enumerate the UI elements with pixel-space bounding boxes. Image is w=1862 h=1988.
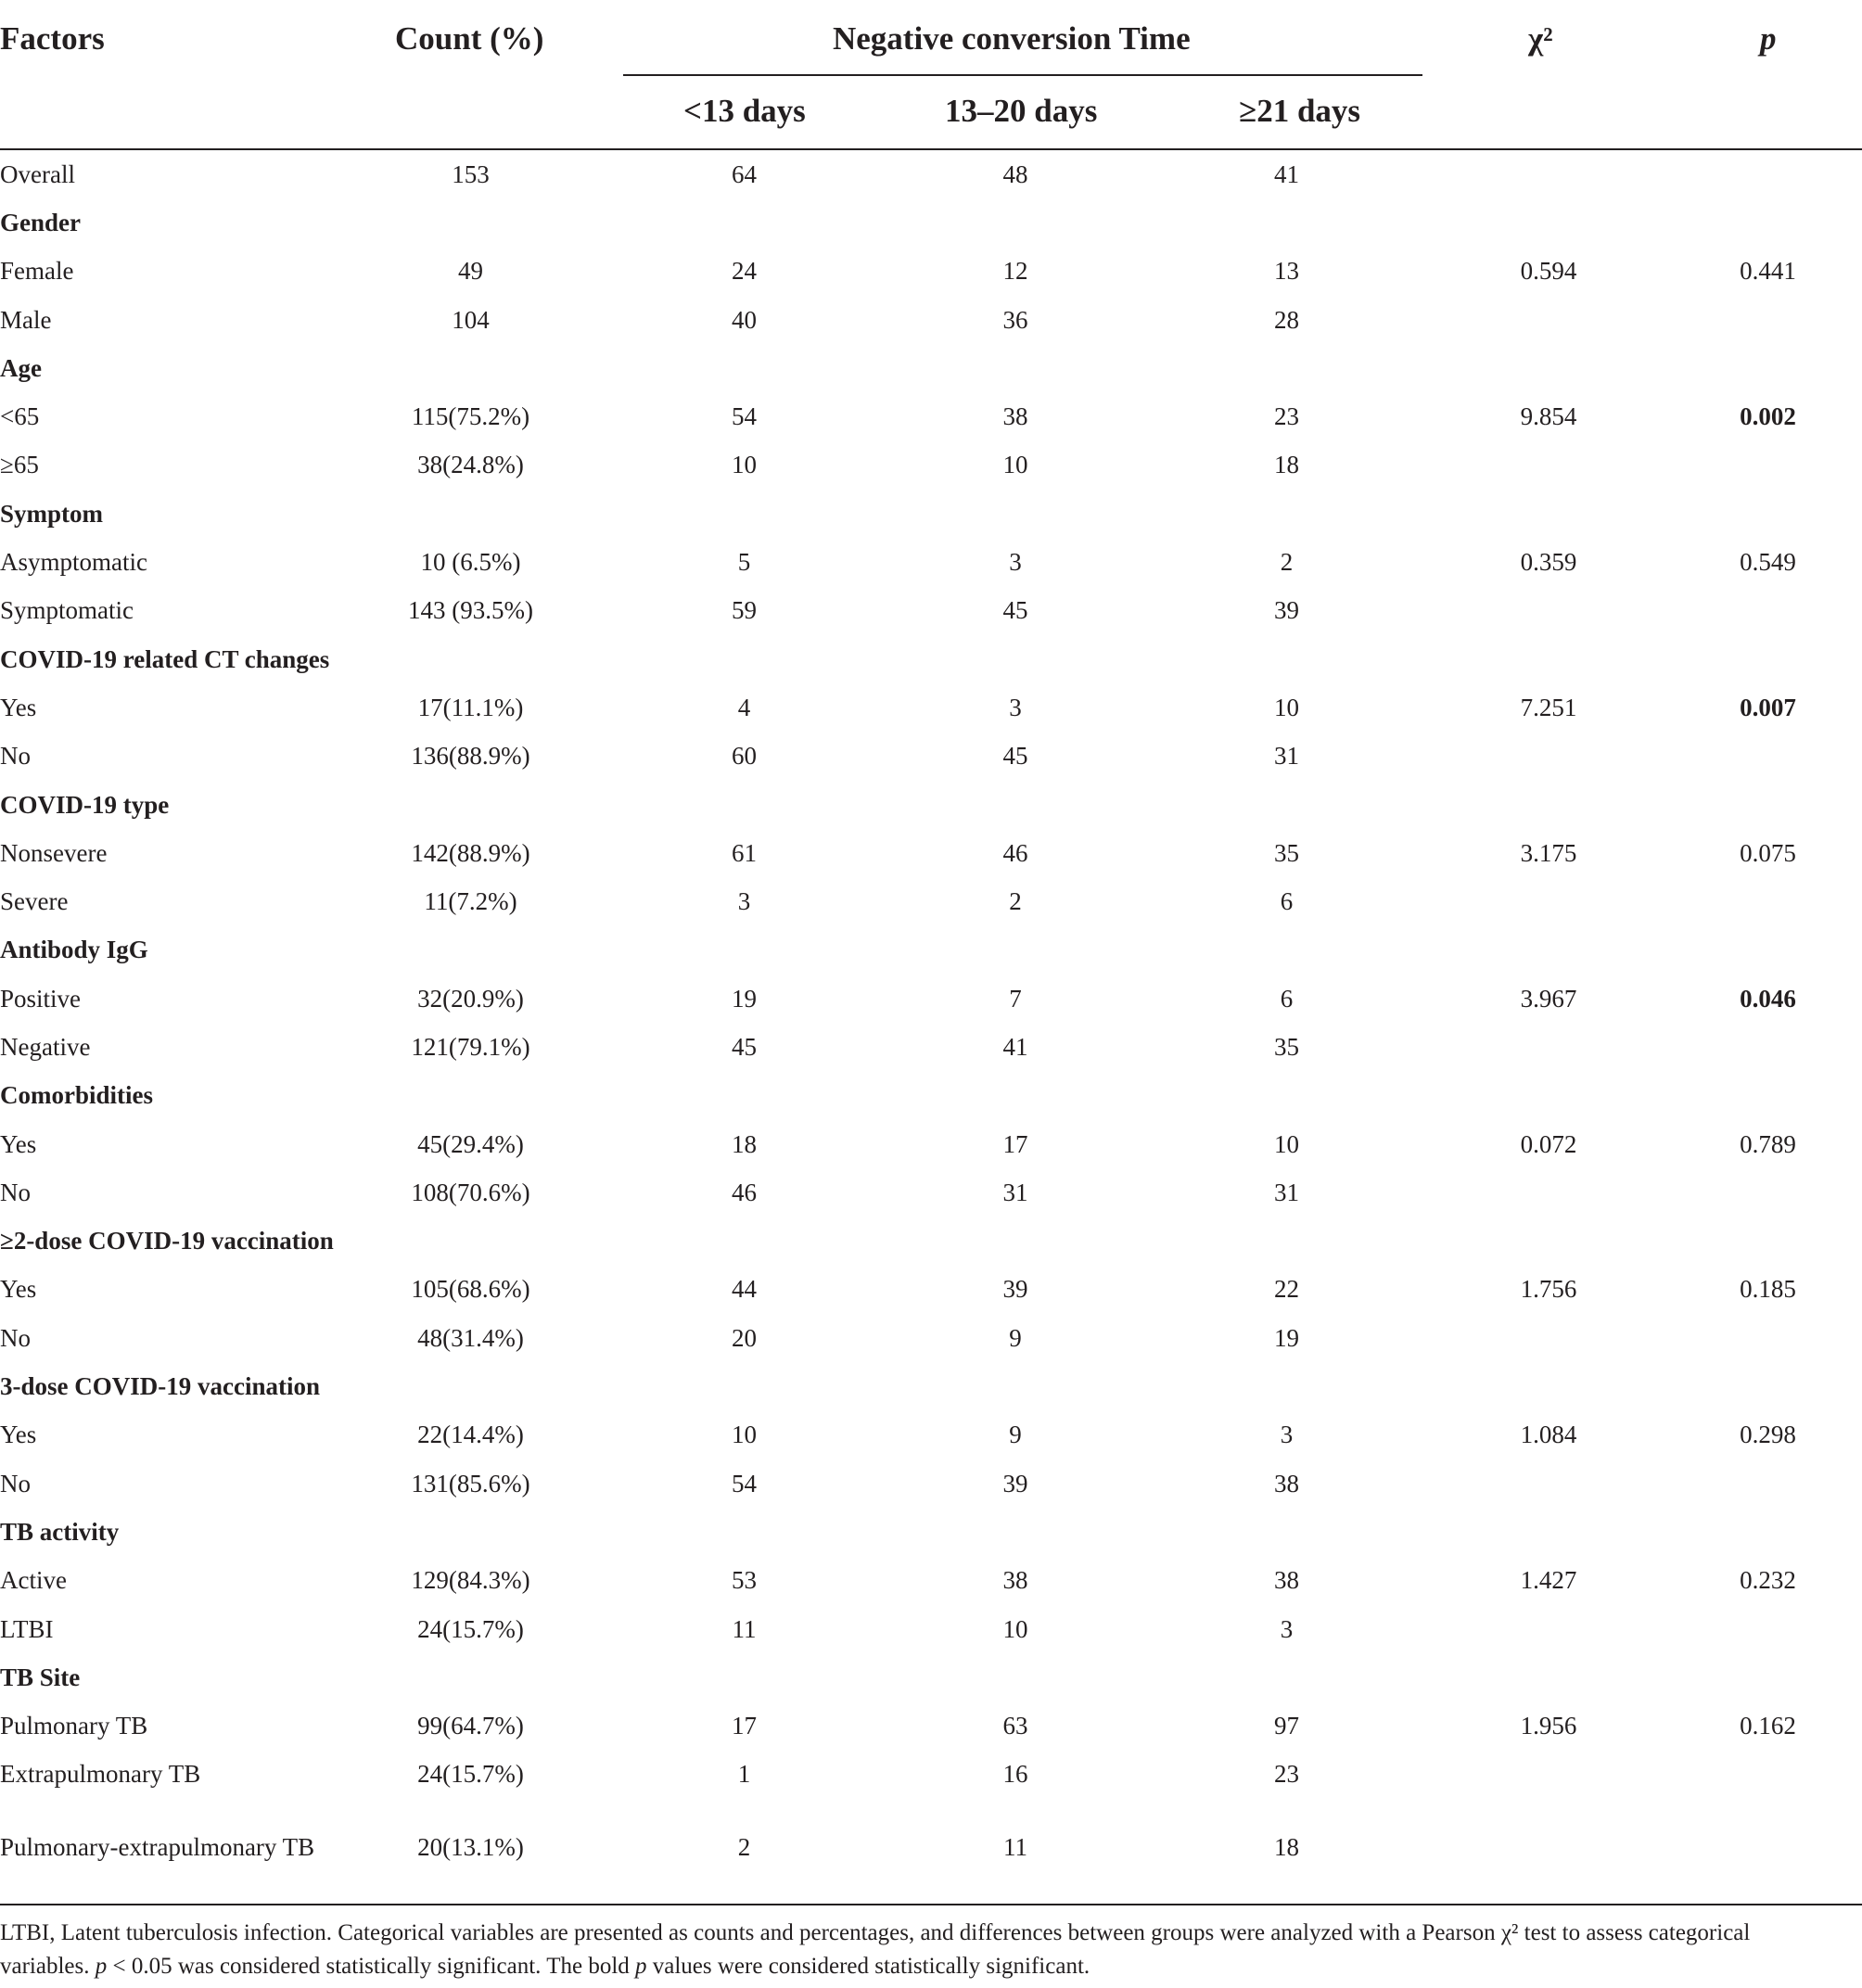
d13_20-cell	[881, 1072, 1150, 1120]
lt13-cell: 4	[737, 693, 751, 721]
group-label: COVID-19 related CT changes	[0, 644, 330, 673]
factor-cell: Active	[0, 1566, 67, 1595]
p-cell	[1674, 1508, 1862, 1556]
p-cell	[1674, 441, 1862, 490]
p-cell	[1674, 926, 1862, 975]
count-cell: 11(7.2%)	[424, 887, 517, 916]
table-row	[0, 1314, 1862, 1362]
table-row	[0, 587, 1862, 635]
footnote	[0, 1904, 1862, 1983]
ge21-cell	[1150, 344, 1423, 392]
ge21-cell: 35	[1274, 1032, 1299, 1061]
ge21-cell: 23	[1274, 1760, 1299, 1789]
d13_20-cell	[881, 198, 1150, 247]
chi-cell	[1423, 1751, 1674, 1799]
chi-cell: 1.084	[1520, 1421, 1577, 1449]
header-span-rule	[623, 74, 1422, 76]
count-cell: 105(68.6%)	[411, 1275, 530, 1304]
chi-cell	[1423, 587, 1674, 635]
ge21-cell: 38	[1274, 1469, 1299, 1497]
count-cell	[334, 1217, 607, 1266]
count-cell	[334, 1072, 607, 1120]
count-cell	[334, 198, 607, 247]
ge21-cell: 6	[1280, 984, 1294, 1013]
table-row	[0, 1168, 1862, 1217]
count-cell: 38(24.8%)	[417, 451, 524, 479]
p-cell	[1674, 1653, 1862, 1701]
d13_20-cell: 10	[1002, 451, 1028, 479]
ge21-cell	[1150, 781, 1423, 829]
group-label: COVID-19 type	[0, 790, 170, 819]
lt13-cell: 20	[732, 1323, 757, 1352]
lt13-cell: 19	[732, 984, 757, 1013]
factor-cell: Pulmonary-extrapulmonary TB	[0, 1833, 315, 1862]
p-cell	[1674, 1072, 1862, 1120]
p-cell	[1674, 635, 1862, 683]
p-cell: 0.162	[1740, 1712, 1796, 1740]
p-cell: 0.232	[1740, 1566, 1796, 1595]
d13_20-cell	[881, 926, 1150, 975]
d13_20-cell: 39	[1002, 1469, 1028, 1497]
lt13-cell: 3	[737, 887, 751, 916]
table-row	[0, 1023, 1862, 1071]
p-cell	[1674, 1605, 1862, 1653]
count-cell	[334, 1362, 607, 1410]
p-cell	[1674, 344, 1862, 392]
factor-cell: Extrapulmonary TB	[0, 1760, 201, 1789]
group-label: Gender	[0, 208, 81, 236]
chi-cell	[1423, 490, 1674, 538]
chi-cell	[1423, 733, 1674, 781]
count-cell	[334, 344, 607, 392]
group-label: Antibody IgG	[0, 936, 148, 964]
chi-cell	[1423, 781, 1674, 829]
group-label: TB Site	[0, 1663, 81, 1691]
d13_20-cell: 36	[1002, 305, 1028, 334]
count-cell: 131(85.6%)	[411, 1469, 530, 1497]
chi-cell	[1423, 1508, 1674, 1556]
chi-cell	[1423, 1362, 1674, 1410]
chi-cell	[1423, 1072, 1674, 1120]
table-row	[0, 150, 1862, 198]
lt13-cell: 45	[732, 1032, 757, 1061]
count-cell: 104	[452, 305, 490, 334]
p-cell: 0.185	[1740, 1275, 1796, 1304]
d13_20-cell: 45	[1002, 596, 1028, 625]
chi-cell: 7.251	[1520, 693, 1577, 721]
d13_20-cell: 7	[1009, 984, 1022, 1013]
chi-cell: 0.072	[1520, 1129, 1577, 1158]
lt13-cell: 11	[732, 1614, 757, 1643]
table-row	[0, 1411, 1862, 1459]
count-cell: 99(64.7%)	[417, 1712, 524, 1740]
ge21-cell: 10	[1274, 693, 1299, 721]
ge21-cell	[1150, 1217, 1423, 1266]
count-cell: 22(14.4%)	[417, 1421, 524, 1449]
lt13-cell: 17	[732, 1712, 757, 1740]
header-p-value: p	[1760, 20, 1777, 57]
count-cell: 48(31.4%)	[417, 1323, 524, 1352]
d13_20-cell	[881, 1508, 1150, 1556]
p-cell: 0.789	[1740, 1129, 1796, 1158]
group-header-row	[0, 1508, 1862, 1556]
factor-cell: Yes	[0, 1129, 37, 1158]
factor-cell: Overall	[0, 159, 75, 188]
d13_20-cell: 11	[1003, 1832, 1027, 1861]
d13_20-cell: 38	[1002, 1566, 1028, 1595]
ge21-cell: 35	[1274, 838, 1299, 867]
factor-cell: <65	[0, 402, 40, 431]
table-row	[0, 733, 1862, 781]
chi-cell: 0.594	[1520, 257, 1577, 286]
ge21-cell: 39	[1274, 596, 1299, 625]
ge21-cell: 19	[1274, 1323, 1299, 1352]
group-header-row	[0, 1072, 1862, 1120]
chi-cell	[1423, 150, 1674, 198]
lt13-cell	[607, 1217, 881, 1266]
chi-cell	[1423, 926, 1674, 975]
chi-cell	[1423, 296, 1674, 344]
lt13-cell: 46	[732, 1178, 757, 1206]
table-row	[0, 296, 1862, 344]
count-cell: 153	[452, 159, 490, 188]
count-cell	[334, 1508, 607, 1556]
p-cell	[1674, 877, 1862, 925]
chi-cell	[1423, 441, 1674, 490]
count-cell: 17(11.1%)	[417, 693, 524, 721]
chi-cell	[1423, 1217, 1674, 1266]
ge21-cell: 38	[1274, 1566, 1299, 1595]
ge21-cell	[1150, 1508, 1423, 1556]
lt13-cell	[607, 635, 881, 683]
header-factors: Factors	[0, 20, 105, 57]
count-cell	[334, 1653, 607, 1701]
factor-cell: Severe	[0, 887, 69, 916]
ge21-cell: 2	[1280, 548, 1294, 577]
count-cell: 49	[458, 257, 483, 286]
header-ge21-days: ≥21 days	[1239, 93, 1361, 129]
ge21-cell	[1150, 1072, 1423, 1120]
table-row	[0, 975, 1862, 1023]
p-cell: 0.002	[1740, 402, 1796, 431]
chi-cell	[1423, 635, 1674, 683]
table-row	[0, 392, 1862, 440]
table-row	[0, 1557, 1862, 1605]
header-negative-conversion-time: Negative conversion Time	[833, 20, 1191, 57]
p-cell	[1674, 1362, 1862, 1410]
count-cell	[334, 490, 607, 538]
count-cell	[334, 781, 607, 829]
group-header-row	[0, 1653, 1862, 1701]
header-13-20-days: 13–20 days	[945, 93, 1098, 129]
chi-cell	[1423, 1314, 1674, 1362]
lt13-cell: 18	[732, 1129, 757, 1158]
ge21-cell: 6	[1280, 887, 1294, 916]
group-header-row	[0, 781, 1862, 829]
lt13-cell: 44	[732, 1275, 757, 1304]
count-cell: 20(13.1%)	[417, 1832, 524, 1861]
chi-cell	[1423, 1653, 1674, 1701]
d13_20-cell	[881, 344, 1150, 392]
p-cell	[1674, 1799, 1862, 1895]
lt13-cell: 2	[737, 1832, 751, 1861]
ge21-cell	[1150, 490, 1423, 538]
p-cell	[1674, 1751, 1862, 1799]
ge21-cell	[1150, 926, 1423, 975]
factor-cell: Female	[0, 257, 74, 286]
ge21-cell	[1150, 1362, 1423, 1410]
p-cell	[1674, 1168, 1862, 1217]
d13_20-cell: 3	[1009, 693, 1022, 721]
p-cell	[1674, 781, 1862, 829]
group-header-row	[0, 490, 1862, 538]
table-row	[0, 1605, 1862, 1653]
group-label: ≥2-dose COVID-19 vaccination	[0, 1227, 334, 1255]
table-row	[0, 538, 1862, 586]
lt13-cell	[607, 490, 881, 538]
chi-cell	[1423, 1799, 1674, 1895]
factor-cell: Asymptomatic	[0, 548, 147, 577]
d13_20-cell: 63	[1002, 1712, 1028, 1740]
count-cell: 142(88.9%)	[411, 838, 530, 867]
p-cell	[1674, 733, 1862, 781]
d13_20-cell: 9	[1009, 1421, 1022, 1449]
chi-cell	[1423, 198, 1674, 247]
factor-cell: Positive	[0, 984, 82, 1013]
factor-cell: Negative	[0, 1032, 91, 1061]
group-label: Symptom	[0, 499, 104, 528]
p-cell: 0.046	[1740, 984, 1796, 1013]
table-body	[0, 150, 1862, 1895]
factor-cell: LTBI	[0, 1614, 54, 1643]
group-header-row	[0, 926, 1862, 975]
lt13-cell: 5	[737, 548, 751, 577]
header-chi-square: χ²	[1528, 20, 1553, 57]
ge21-cell	[1150, 635, 1423, 683]
ge21-cell: 13	[1274, 257, 1299, 286]
count-cell: 108(70.6%)	[411, 1178, 530, 1206]
d13_20-cell: 12	[1002, 257, 1028, 286]
p-cell	[1674, 150, 1862, 198]
p-cell	[1674, 1314, 1862, 1362]
factor-cell: No	[0, 742, 31, 771]
group-header-row	[0, 1362, 1862, 1410]
chi-cell: 3.175	[1520, 838, 1577, 867]
table-header	[0, 0, 1862, 150]
ge21-cell	[1150, 1653, 1423, 1701]
p-cell	[1674, 1217, 1862, 1266]
d13_20-cell: 17	[1002, 1129, 1028, 1158]
count-cell	[334, 926, 607, 975]
chi-cell: 1.756	[1520, 1275, 1577, 1304]
ge21-cell	[1150, 198, 1423, 247]
d13_20-cell	[881, 490, 1150, 538]
table-row	[0, 683, 1862, 732]
count-cell	[334, 635, 607, 683]
ge21-cell: 18	[1274, 1832, 1299, 1861]
factor-cell: No	[0, 1469, 31, 1497]
header-count: Count (%)	[395, 20, 544, 57]
lt13-cell: 64	[732, 159, 757, 188]
chi-cell: 1.427	[1520, 1566, 1577, 1595]
lt13-cell	[607, 781, 881, 829]
footnote-text: LTBI, Latent tuberculosis infection. Categorical variables are presented as counts and percentages, and differences between groups were analyzed with a Pearson χ² test to assess categorical variables. p < 0.05 was considered statistically significant. The bold p values were considered statistically significant.	[0, 1920, 1751, 1979]
ge21-cell: 3	[1280, 1614, 1294, 1643]
table-row	[0, 1799, 1862, 1895]
ge21-cell: 97	[1274, 1712, 1299, 1740]
table-row	[0, 1120, 1862, 1168]
factor-cell: ≥65	[0, 451, 39, 479]
chi-cell	[1423, 1605, 1674, 1653]
lt13-cell: 1	[737, 1760, 751, 1789]
lt13-cell	[607, 1508, 881, 1556]
d13_20-cell: 16	[1002, 1760, 1028, 1789]
d13_20-cell: 48	[1002, 159, 1028, 188]
count-cell: 121(79.1%)	[411, 1032, 530, 1061]
chi-cell	[1423, 1023, 1674, 1071]
ge21-cell: 31	[1274, 1178, 1299, 1206]
p-cell: 0.298	[1740, 1421, 1796, 1449]
table-row	[0, 1459, 1862, 1508]
d13_20-cell: 39	[1002, 1275, 1028, 1304]
table-row	[0, 1751, 1862, 1799]
lt13-cell: 54	[732, 402, 757, 431]
table-row	[0, 1702, 1862, 1751]
chi-cell	[1423, 1168, 1674, 1217]
chi-cell: 9.854	[1520, 402, 1577, 431]
lt13-cell: 61	[732, 838, 757, 867]
lt13-cell: 53	[732, 1566, 757, 1595]
header-lt13-days: <13 days	[683, 93, 806, 129]
count-cell: 136(88.9%)	[411, 742, 530, 771]
factor-cell: Yes	[0, 693, 37, 721]
factor-cell: Yes	[0, 1275, 37, 1304]
lt13-cell: 60	[732, 742, 757, 771]
group-label: Age	[0, 353, 42, 382]
p-cell: 0.075	[1740, 838, 1796, 867]
count-cell: 45(29.4%)	[417, 1129, 524, 1158]
lt13-cell	[607, 344, 881, 392]
d13_20-cell	[881, 1362, 1150, 1410]
d13_20-cell: 41	[1002, 1032, 1028, 1061]
group-label: Comorbidities	[0, 1081, 153, 1110]
table-row	[0, 1266, 1862, 1314]
table-row	[0, 829, 1862, 877]
count-cell: 129(84.3%)	[411, 1566, 530, 1595]
ge21-cell: 23	[1274, 402, 1299, 431]
count-cell: 24(15.7%)	[417, 1614, 524, 1643]
d13_20-cell	[881, 1217, 1150, 1266]
count-cell: 32(20.9%)	[417, 984, 524, 1013]
p-cell: 0.549	[1740, 548, 1796, 577]
d13_20-cell: 2	[1009, 887, 1022, 916]
d13_20-cell: 31	[1002, 1178, 1028, 1206]
factor-cell: Symptomatic	[0, 596, 134, 625]
d13_20-cell: 38	[1002, 402, 1028, 431]
chi-cell: 3.967	[1520, 984, 1577, 1013]
d13_20-cell	[881, 635, 1150, 683]
d13_20-cell: 9	[1009, 1323, 1022, 1352]
chi-cell	[1423, 344, 1674, 392]
lt13-cell: 54	[732, 1469, 757, 1497]
p-cell	[1674, 490, 1862, 538]
count-cell: 24(15.7%)	[417, 1760, 524, 1789]
count-cell: 10 (6.5%)	[420, 548, 521, 577]
p-cell	[1674, 587, 1862, 635]
lt13-cell: 40	[732, 305, 757, 334]
lt13-cell	[607, 926, 881, 975]
factor-cell: Pulmonary TB	[0, 1712, 148, 1740]
group-header-row	[0, 344, 1862, 392]
group-label: TB activity	[0, 1517, 120, 1546]
factor-cell: Nonsevere	[0, 838, 108, 867]
p-cell	[1674, 1459, 1862, 1508]
factor-cell: Male	[0, 305, 52, 334]
d13_20-cell: 45	[1002, 742, 1028, 771]
ge21-cell: 31	[1274, 742, 1299, 771]
lt13-cell: 10	[732, 451, 757, 479]
lt13-cell	[607, 1362, 881, 1410]
factor-cell: No	[0, 1323, 31, 1352]
p-cell	[1674, 1023, 1862, 1071]
ge21-cell: 41	[1274, 159, 1299, 188]
d13_20-cell: 10	[1002, 1614, 1028, 1643]
lt13-cell: 10	[732, 1421, 757, 1449]
d13_20-cell	[881, 781, 1150, 829]
count-cell: 143 (93.5%)	[408, 596, 533, 625]
ge21-cell: 3	[1280, 1421, 1294, 1449]
lt13-cell: 24	[732, 257, 757, 286]
d13_20-cell: 46	[1002, 838, 1028, 867]
factor-cell: No	[0, 1178, 31, 1206]
ge21-cell: 18	[1274, 451, 1299, 479]
ge21-cell: 10	[1274, 1129, 1299, 1158]
lt13-cell	[607, 1653, 881, 1701]
table-row	[0, 877, 1862, 925]
ge21-cell: 22	[1274, 1275, 1299, 1304]
group-label: 3-dose COVID-19 vaccination	[0, 1372, 320, 1401]
p-cell	[1674, 198, 1862, 247]
p-cell	[1674, 296, 1862, 344]
d13_20-cell	[881, 1653, 1150, 1701]
factor-cell: Yes	[0, 1421, 37, 1449]
chi-cell: 0.359	[1520, 548, 1577, 577]
p-cell: 0.007	[1740, 693, 1796, 721]
table-row	[0, 441, 1862, 490]
ge21-cell: 28	[1274, 305, 1299, 334]
group-header-row	[0, 1217, 1862, 1266]
lt13-cell	[607, 198, 881, 247]
group-header-row	[0, 198, 1862, 247]
group-header-row	[0, 635, 1862, 683]
count-cell: 115(75.2%)	[411, 402, 530, 431]
lt13-cell: 59	[732, 596, 757, 625]
chi-cell	[1423, 1459, 1674, 1508]
p-cell: 0.441	[1740, 257, 1796, 286]
chi-cell	[1423, 877, 1674, 925]
d13_20-cell: 3	[1009, 548, 1022, 577]
table-row	[0, 248, 1862, 296]
chi-cell: 1.956	[1520, 1712, 1577, 1740]
lt13-cell	[607, 1072, 881, 1120]
